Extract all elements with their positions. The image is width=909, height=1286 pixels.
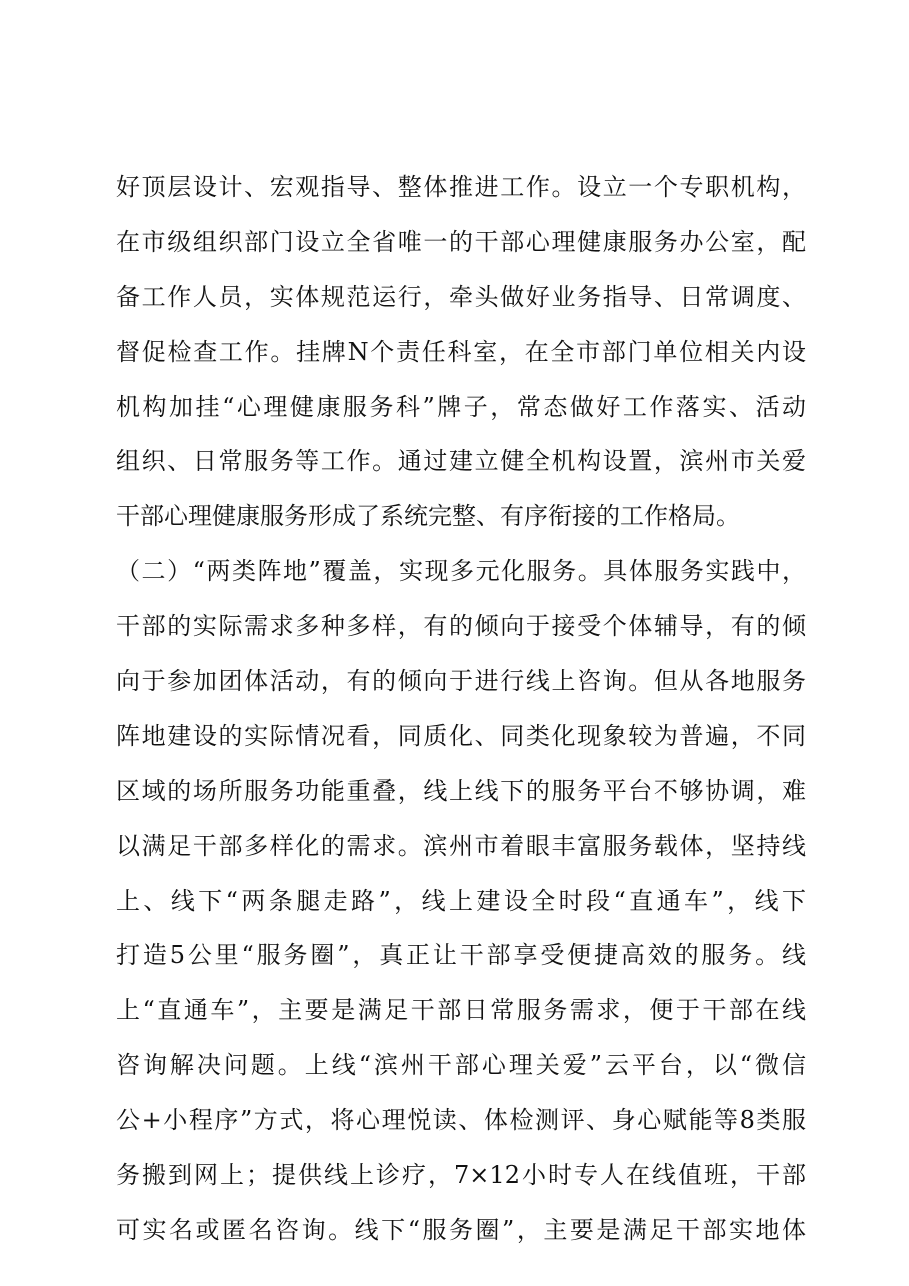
text-line: 上“直通车”，主要是满足干部日常服务需求，便于干部在线 [116,996,806,1025]
text-line: 机构加挂“心理健康服务科”牌子，常态做好工作落实、活动 [116,392,806,421]
text-line: 务搬到网上；提供线上诊疗，7×12小时专人在线值班，干部 [116,1161,806,1190]
text-line: 区域的场所服务功能重叠，线上线下的服务平台不够协调，难 [116,776,806,805]
text-line: 上、线下“两条腿走路”，线上建设全时段“直通车”，线下 [116,886,806,915]
text-line: 督促检查工作。挂牌N个责任科室，在全市部门单位相关内设 [116,337,806,366]
text-line: 公+小程序”方式，将心理悦读、体检测评、身心赋能等8类服 [116,1106,806,1135]
body-text [116,160,806,1258]
text-line: 备工作人员，实体规范运行，牵头做好业务指导、日常调度、 [116,282,806,311]
text-line: 在市级组织部门设立全省唯一的干部心理健康服务办公室，配 [116,227,806,256]
text-line: 干部的实际需求多种多样，有的倾向于接受个体辅导，有的倾 [116,612,806,641]
text-line: 好顶层设计、宏观指导、整体推进工作。设立一个专职机构， [116,173,806,201]
text-line: 咨询解决问题。上线“滨州干部心理关爱”云平台，以“微信 [116,1051,806,1080]
text-line: 组织、日常服务等工作。通过建立健全机构设置，滨州市关爱 [116,447,806,476]
text-line: 向于参加团体活动，有的倾向于进行线上咨询。但从各地服务 [116,667,806,696]
text-line: 以满足干部多样化的需求。滨州市着眼丰富服务载体，坚持线 [116,831,806,860]
text-line: 阵地建设的实际情况看，同质化、同类化现象较为普遍，不同 [116,721,806,750]
text-line: 可实名或匿名咨询。线下“服务圈”，主要是满足干部实地体 [116,1215,806,1244]
text-line: 干部心理健康服务形成了系统完整、有序衔接的工作格局。 [116,502,740,531]
text-line: 打造5公里“服务圈”，真正让干部享受便捷高效的服务。线 [116,941,806,970]
section-heading-line: （二）“两类阵地”覆盖，实现多元化服务。具体服务实践中， [116,557,806,586]
